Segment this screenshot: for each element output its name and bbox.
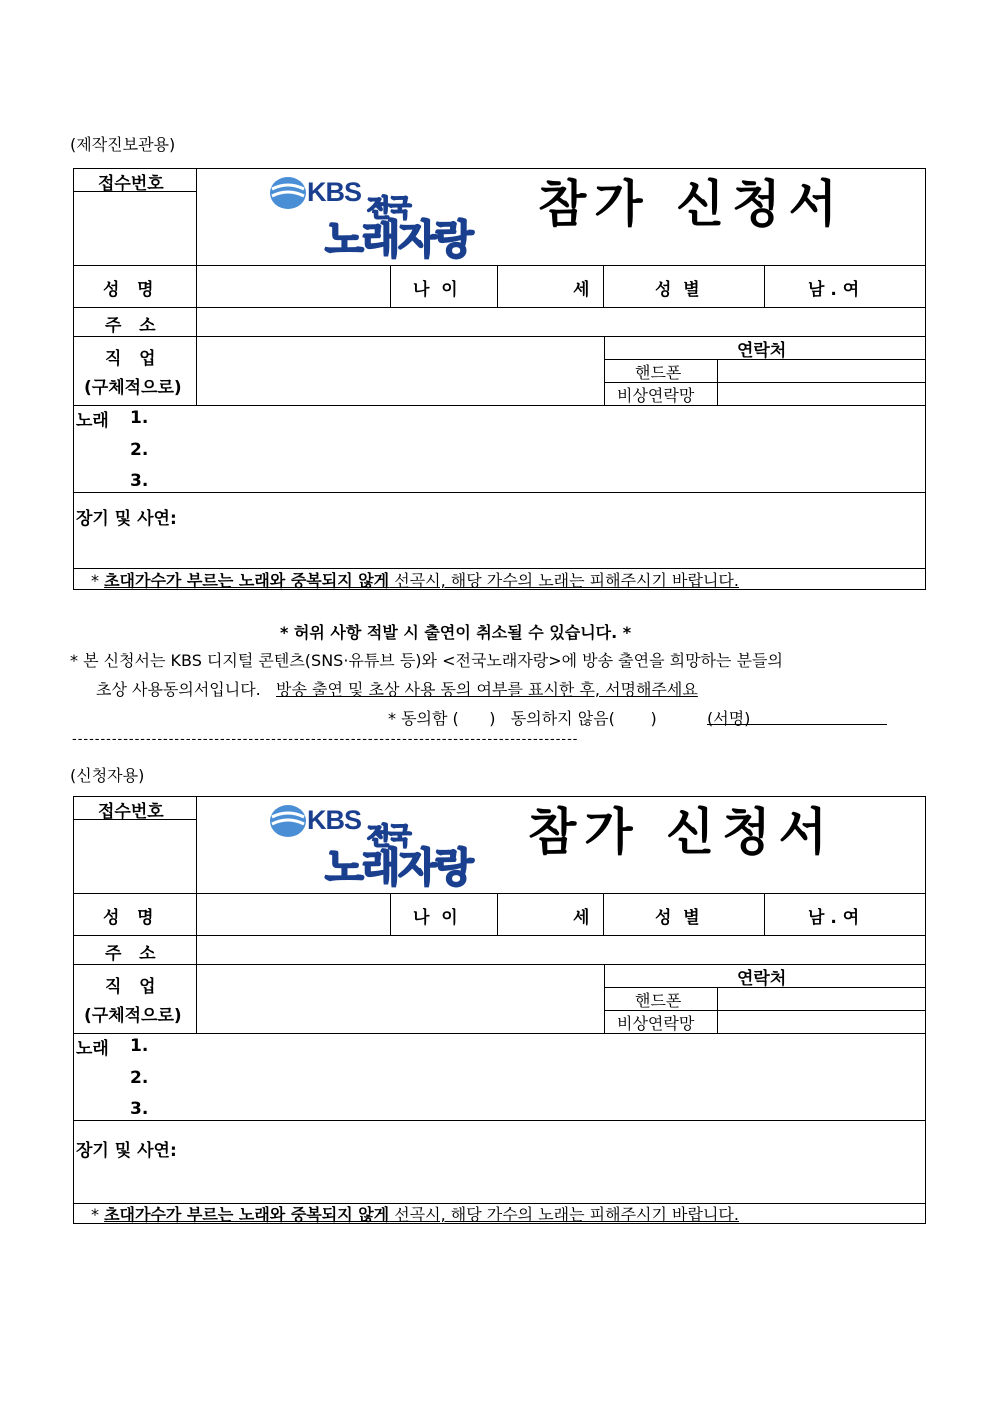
job-label: 직 업 xyxy=(105,349,156,369)
address-field[interactable] xyxy=(196,935,926,965)
gender-options: 남 . 여 xyxy=(808,280,860,300)
gender-label: 성 별 xyxy=(655,280,700,300)
signature-label: (서명) xyxy=(707,709,751,728)
logo-line2: 노래자랑 xyxy=(325,217,472,263)
gender-label: 성 별 xyxy=(655,908,700,928)
notice-prefix: * xyxy=(91,571,105,590)
logo-line1: 전국 xyxy=(367,822,410,850)
contact-label: 연락처 xyxy=(737,969,787,989)
name-field[interactable] xyxy=(196,265,391,308)
talent-label: 장기 및 사연: xyxy=(76,509,177,529)
logo-line2: 노래자랑 xyxy=(325,845,472,891)
age-unit: 세 xyxy=(573,908,590,928)
kbs-logo-icon xyxy=(269,804,307,838)
age-unit: 세 xyxy=(573,280,590,300)
notice-text xyxy=(91,1202,739,1225)
notice-bold: 초대가수가 부르는 노래와 중복되지 않게 xyxy=(104,1205,390,1224)
song-number-2: 2. xyxy=(130,1068,149,1088)
song-number-3: 3. xyxy=(130,1099,149,1119)
job-sub-label: (구체적으로) xyxy=(84,378,182,398)
songs-field[interactable] xyxy=(73,1033,926,1121)
receipt-number-label: 접수번호 xyxy=(98,802,164,822)
form-caption: (신청자용) xyxy=(70,766,145,785)
notice-bold: 초대가수가 부르는 노래와 중복되지 않게 xyxy=(104,571,390,590)
notice-rest: 선곡시, 해당 가수의 노래는 피해주시기 바랍니다. xyxy=(389,1205,739,1224)
talent-field[interactable] xyxy=(73,1120,926,1204)
songs-field[interactable] xyxy=(73,405,926,493)
phone-field[interactable] xyxy=(717,987,926,1011)
false-info-warning: * 허위 사항 적발 시 출연이 취소될 수 있습니다. * xyxy=(280,623,632,642)
receipt-number-field[interactable] xyxy=(73,191,197,266)
song-number-1: 1. xyxy=(130,1036,149,1056)
receipt-number-field[interactable] xyxy=(73,819,197,894)
cut-line: ----------------------------------------------------------------------------------------- xyxy=(72,732,579,747)
form-title: 참가 신청서 xyxy=(538,175,845,233)
emergency-field[interactable] xyxy=(717,382,926,406)
talent-field[interactable] xyxy=(73,492,926,569)
emergency-field[interactable] xyxy=(717,1010,926,1034)
notice-text xyxy=(91,568,739,591)
kbs-logo-text: KBS xyxy=(307,177,362,207)
name-field[interactable] xyxy=(196,893,391,936)
notice-rest: 선곡시, 해당 가수의 노래는 피해주시기 바랍니다. xyxy=(389,571,739,590)
age-label: 나 이 xyxy=(413,908,458,928)
form-caption: (제작진보관용) xyxy=(70,135,176,154)
consent-line-1: * 본 신청서는 KBS 디지털 콘텐츠(SNS·유튜브 등)와 <전국노래자랑>에 방송 출연을 희망하는 분들의 xyxy=(70,651,783,670)
name-label: 성 명 xyxy=(103,908,154,928)
gender-options: 남 . 여 xyxy=(808,908,860,928)
job-field[interactable] xyxy=(196,964,605,1034)
name-label: 성 명 xyxy=(103,280,154,300)
application-form xyxy=(73,796,926,1224)
job-label: 직 업 xyxy=(105,977,156,997)
form-title: 참가 신청서 xyxy=(528,803,835,861)
phone-label: 핸드폰 xyxy=(635,991,682,1010)
signature-line[interactable] xyxy=(707,724,887,725)
receipt-number-label: 접수번호 xyxy=(98,174,164,194)
consent-agree-options: * 동의함 ( ) 동의하지 않음( ) xyxy=(388,709,657,728)
consent-line-2 xyxy=(96,677,698,700)
songs-label: 노래 xyxy=(76,411,109,431)
talent-label: 장기 및 사연: xyxy=(76,1141,177,1161)
consent-line-2a: 초상 사용동의서입니다. xyxy=(96,680,261,699)
kbs-logo-icon xyxy=(269,176,307,210)
address-field[interactable] xyxy=(196,307,926,337)
application-form xyxy=(73,168,926,590)
emergency-label: 비상연락망 xyxy=(617,1014,695,1033)
contact-label: 연락처 xyxy=(737,341,787,361)
kbs-logo-text: KBS xyxy=(307,805,362,835)
notice-prefix: * xyxy=(91,1205,105,1224)
logo-line1: 전국 xyxy=(367,194,410,222)
songs-label: 노래 xyxy=(76,1039,109,1059)
phone-field[interactable] xyxy=(717,359,926,383)
age-label: 나 이 xyxy=(413,280,458,300)
job-field[interactable] xyxy=(196,336,605,406)
song-number-1: 1. xyxy=(130,408,149,428)
address-label: 주 소 xyxy=(105,316,156,336)
emergency-label: 비상연락망 xyxy=(617,386,695,405)
consent-line-2b: 방송 출연 및 초상 사용 동의 여부를 표시한 후, 서명해주세요 xyxy=(276,680,698,699)
phone-label: 핸드폰 xyxy=(635,363,682,382)
job-sub-label: (구체적으로) xyxy=(84,1006,182,1026)
song-number-2: 2. xyxy=(130,440,149,460)
address-label: 주 소 xyxy=(105,944,156,964)
song-number-3: 3. xyxy=(130,471,149,491)
